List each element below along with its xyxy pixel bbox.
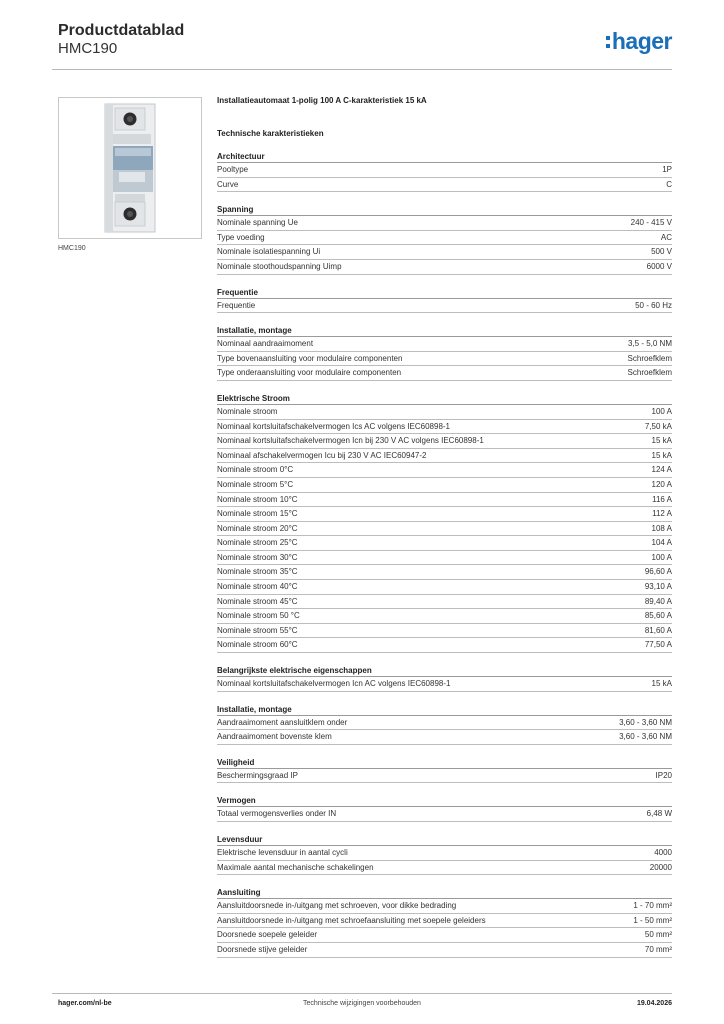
spec-row	[217, 493, 672, 508]
spec-value: 50 - 60 Hz	[635, 300, 672, 310]
spec-value: 1 - 70 mm²	[633, 901, 672, 911]
spec-label: Nominaal kortsluitafschakelvermogen Ics AC volgens IEC60898-1	[217, 421, 451, 431]
spec-value: 15 kA	[651, 436, 672, 446]
spec-row	[217, 595, 672, 610]
spec-value: 240 - 415 V	[630, 218, 672, 228]
spec-label: Nominale stroom 20°C	[217, 523, 298, 533]
spec-value: 120 A	[651, 479, 672, 489]
spec-row	[217, 507, 672, 522]
spec-label: Nominale stroom 25°C	[217, 538, 298, 548]
spec-label: Maximale aantal mechanische schakelingen	[217, 862, 374, 872]
spec-row	[217, 769, 672, 784]
spec-label: Aansluitdoorsnede in-/uitgang met schroeven, voor dikke bedrading	[217, 901, 457, 911]
spec-row	[217, 677, 672, 692]
spec-label: Nominaal kortsluitafschakelvermogen Icn AC volgens IEC60898-1	[217, 679, 451, 689]
spec-label: Nominale stroom 15°C	[217, 509, 298, 519]
spec-value: 15 kA	[651, 450, 672, 460]
spec-row	[217, 807, 672, 822]
spec-value: C	[666, 179, 672, 189]
spec-label: Nominale stroom 40°C	[217, 582, 298, 592]
spec-row	[217, 231, 672, 246]
section-title: Veiligheid	[217, 757, 672, 769]
spec-row	[217, 449, 672, 464]
spec-value: 77,50 A	[644, 640, 672, 650]
spec-value: 500 V	[651, 247, 672, 257]
section-title: Levensduur	[217, 834, 672, 846]
spec-value: Schroefklem	[627, 353, 672, 363]
spec-row	[217, 899, 672, 914]
spec-row	[217, 565, 672, 580]
spec-value: Schroefklem	[627, 368, 672, 378]
footer-disclaimer: Technische wijzigingen voorbehouden	[303, 1000, 421, 1007]
spec-row	[217, 609, 672, 624]
footer-date: 19.04.2026	[636, 1000, 672, 1007]
spec-row	[217, 624, 672, 639]
spec-value: 50 mm²	[644, 930, 672, 940]
spec-row	[217, 245, 672, 260]
spec-label: Nominale stroom 60°C	[217, 640, 298, 650]
spec-value: 104 A	[651, 538, 672, 548]
spec-value: 100 A	[651, 406, 672, 416]
spec-label: Beschermingsgraad IP	[217, 770, 298, 780]
spec-value: 6,48 W	[646, 809, 672, 819]
header-divider	[52, 69, 672, 70]
spec-value: AC	[660, 232, 672, 242]
spec-label: Nominale isolatiespanning Ui	[217, 247, 321, 257]
spec-label: Doorsnede stijve geleider	[217, 944, 308, 954]
section-title: Spanning	[217, 204, 672, 216]
spec-label: Nominale stroom 10°C	[217, 494, 298, 504]
spec-value: 85,60 A	[644, 611, 672, 621]
spec-row	[217, 163, 672, 178]
spec-section	[217, 834, 672, 875]
spec-value: 96,60 A	[644, 567, 672, 577]
spec-section	[217, 665, 672, 692]
spec-section	[217, 204, 672, 274]
spec-row	[217, 299, 672, 314]
spec-value: 4000	[654, 848, 672, 857]
spec-label: Nominaal afschakelvermogen Icu bij 230 V AC IEC60947-2	[217, 450, 427, 460]
spec-row	[217, 463, 672, 478]
spec-label: Nominale stroom 55°C	[217, 625, 298, 635]
spec-row	[217, 580, 672, 595]
spec-label: Doorsnede soepele geleider	[217, 930, 318, 940]
spec-label: Nominale stroom 5°C	[217, 479, 294, 489]
spec-row	[217, 478, 672, 493]
spec-label: Aansluitdoorsnede in-/uitgang met schroefaansluiting met soepele geleiders	[217, 915, 486, 925]
spec-value: 124 A	[651, 465, 672, 475]
spec-label: Nominale stroom	[217, 406, 278, 416]
spec-row	[217, 216, 672, 231]
spec-label: Totaal vermogensverlies onder IN	[217, 809, 337, 819]
spec-label: Nominale stoothoudspanning Uimp	[217, 261, 342, 271]
footer-website[interactable]: hager.com/nl-be	[58, 1000, 112, 1007]
spec-value: 93,10 A	[644, 582, 672, 592]
spec-label: Type onderaansluiting voor modulaire componenten	[217, 368, 402, 378]
spec-row	[217, 914, 672, 929]
spec-label: Nominale stroom 30°C	[217, 552, 298, 562]
spec-row	[217, 178, 672, 193]
spec-row	[217, 716, 672, 731]
spec-row	[217, 638, 672, 653]
spec-label: Type bovenaansluiting voor modulaire componenten	[217, 353, 403, 363]
spec-row	[217, 420, 672, 435]
logo-dots-icon	[606, 36, 610, 48]
spec-row	[217, 337, 672, 352]
spec-value: 1 - 50 mm²	[633, 915, 672, 925]
spec-value: 3,5 - 5,0 NM	[627, 339, 672, 349]
spec-label: Nominaal aandraaimoment	[217, 339, 314, 349]
spec-value: 81,60 A	[644, 625, 672, 635]
circuit-breaker-image	[59, 98, 201, 238]
spec-value: 1P	[662, 165, 672, 174]
spec-section	[217, 704, 672, 745]
spec-value: 70 mm²	[644, 944, 672, 954]
spec-value: 20000	[649, 862, 672, 872]
section-title: Installatie, montage	[217, 325, 672, 337]
spec-label: Nominale stroom 45°C	[217, 596, 298, 606]
spec-value: 6000 V	[646, 261, 672, 271]
spec-section	[217, 287, 672, 314]
spec-label: Aandraaimoment aansluitklem onder	[217, 717, 348, 727]
spec-row	[217, 405, 672, 420]
spec-section	[217, 887, 672, 957]
spec-label: Nominale stroom 35°C	[217, 567, 298, 577]
spec-label: Frequentie	[217, 300, 256, 310]
spec-value: 15 kA	[651, 679, 672, 689]
spec-row	[217, 861, 672, 876]
spec-value: 7,50 kA	[644, 421, 672, 431]
spec-label: Elektrische levensduur in aantal cycli	[217, 848, 348, 857]
spec-value: 3,60 - 3,60 NM	[619, 732, 672, 742]
spec-row	[217, 366, 672, 381]
spec-sections	[217, 151, 672, 958]
spec-row	[217, 352, 672, 367]
spec-label: Nominaal kortsluitafschakelvermogen Icn bij 230 V AC volgens IEC60898-1	[217, 436, 484, 446]
spec-value: IP20	[655, 770, 672, 780]
spec-value: 116 A	[652, 494, 672, 504]
document-title: Productdatablad	[58, 22, 185, 39]
spec-row	[217, 260, 672, 275]
page-header	[58, 20, 672, 70]
product-description: Installatieautomaat 1-polig 100 A C-karakteristiek 15 kA	[217, 96, 427, 105]
spec-label: Pooltype	[217, 165, 249, 174]
spec-label: Aandraaimoment bovenste klem	[217, 732, 332, 742]
section-title: Belangrijkste elektrische eigenschappen	[217, 665, 672, 677]
spec-label: Nominale spanning Ue	[217, 218, 298, 228]
spec-label: Curve	[217, 179, 239, 189]
section-title: Frequentie	[217, 287, 672, 299]
spec-section	[217, 393, 672, 653]
spec-value: 100 A	[651, 552, 672, 562]
spec-value: 108 A	[651, 523, 672, 533]
document-subtitle: HMC190	[58, 40, 118, 57]
spec-label: Nominale stroom 50 °C	[217, 611, 300, 621]
spec-value: 3,60 - 3,60 NM	[619, 717, 672, 727]
spec-row	[217, 434, 672, 449]
spec-label: Nominale stroom 0°C	[217, 465, 294, 475]
spec-row	[217, 551, 672, 566]
spec-section	[217, 151, 672, 192]
technical-characteristics-heading: Technische karakteristieken	[217, 129, 324, 138]
product-image-frame	[58, 97, 202, 239]
spec-row	[217, 928, 672, 943]
section-title: Installatie, montage	[217, 704, 672, 716]
section-title: Vermogen	[217, 795, 672, 807]
hager-logo	[606, 28, 672, 55]
spec-content	[217, 96, 672, 958]
spec-section	[217, 757, 672, 784]
spec-row	[217, 943, 672, 958]
section-title: Architectuur	[217, 151, 672, 163]
spec-label: Type voeding	[217, 232, 265, 242]
spec-value: 112 A	[652, 509, 672, 519]
spec-row	[217, 536, 672, 551]
footer-divider	[52, 993, 672, 994]
spec-row	[217, 846, 672, 861]
section-title: Elektrische Stroom	[217, 393, 672, 405]
logo-text: hager	[611, 28, 672, 54]
spec-row	[217, 522, 672, 537]
spec-section	[217, 795, 672, 822]
spec-row	[217, 730, 672, 745]
spec-value: 89,40 A	[644, 596, 672, 606]
section-title: Aansluiting	[217, 887, 672, 899]
spec-section	[217, 325, 672, 381]
product-image-caption: HMC190	[58, 245, 86, 252]
